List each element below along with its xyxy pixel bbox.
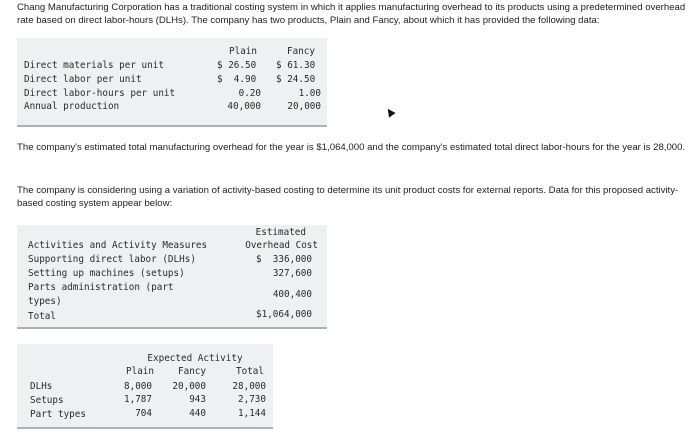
col-header-estimated: Estimated	[255, 227, 306, 238]
cell-fancy: 440	[189, 408, 206, 419]
cell-total: 28,000	[232, 381, 266, 392]
col-header-plain: Plain	[126, 366, 154, 377]
cell-plain: $ 26.50	[217, 60, 257, 71]
cell-fancy: 20,000	[287, 101, 321, 112]
overhead-paragraph: The company's estimated total manufacturing overhead for the year is $1,064,000 and the company's estimated total direct labor-hours for the year is 28,000.	[17, 142, 686, 153]
cell-fancy: $ 61.30	[276, 60, 316, 71]
cell-plain: 40,000	[227, 101, 261, 112]
row-label: Direct labor-hours per unit	[24, 88, 176, 99]
abc-paragraph: The company is considering using a variation of activity-based costing to determine its unit product costs for external reports. Data for this proposed activity-based costing system appear below:	[17, 185, 679, 209]
divider	[17, 125, 327, 127]
cell-total: 1,144	[238, 408, 266, 419]
col-header-overhead-cost: Overhead Cost	[245, 240, 318, 251]
intro-paragraph: Chang Manufacturing Corporation has a traditional costing system in which it applies manufacturing overhead to its products using a predetermined overhead rate based on direct labor-hours (DLHs). The company has two products, Plain and Fancy, about which it has provided the following data:	[17, 2, 686, 26]
row-label-continued: types)	[28, 296, 62, 307]
cell-fancy: 20,000	[172, 381, 206, 392]
row-label: Supporting direct labor (DLHs)	[28, 254, 196, 265]
cell-plain: 704	[135, 408, 152, 419]
mouse-cursor-icon	[384, 106, 395, 117]
col-header-total: Total	[236, 366, 264, 377]
cell-plain: 8,000	[124, 381, 152, 392]
row-label: Annual production	[24, 101, 120, 112]
cell-fancy: 943	[189, 394, 206, 405]
activity-title: Expected Activity	[147, 353, 243, 364]
cell-plain: 0.20	[238, 88, 261, 99]
cell-value: $ 336,000	[256, 254, 312, 265]
row-label: Setting up machines (setups)	[28, 268, 185, 279]
row-label: Parts administration (part	[28, 282, 174, 293]
col-header-fancy: Fancy	[287, 46, 315, 57]
row-label-total: Total	[28, 311, 56, 322]
row-label: Direct labor per unit	[24, 74, 142, 85]
cell-plain: 1,787	[124, 394, 152, 405]
cell-fancy: $ 24.50	[276, 74, 316, 85]
row-label: Setups	[30, 395, 64, 406]
cell-value-total: $1,064,000	[256, 309, 312, 320]
cell-fancy: 1.00	[298, 88, 321, 99]
col-header-activities: Activities and Activity Measures	[28, 240, 208, 251]
cell-value: 327,600	[272, 268, 312, 279]
divider	[17, 427, 273, 429]
row-label: DLHs	[30, 381, 53, 392]
cell-value: 400,400	[272, 289, 312, 300]
divider	[17, 327, 327, 329]
row-label: Part types	[30, 409, 86, 420]
col-header-fancy: Fancy	[178, 366, 206, 377]
cell-plain: $ 4.90	[217, 74, 257, 85]
row-label: Direct materials per unit	[24, 60, 164, 71]
cell-total: 2,730	[238, 394, 266, 405]
col-header-plain: Plain	[229, 46, 257, 57]
